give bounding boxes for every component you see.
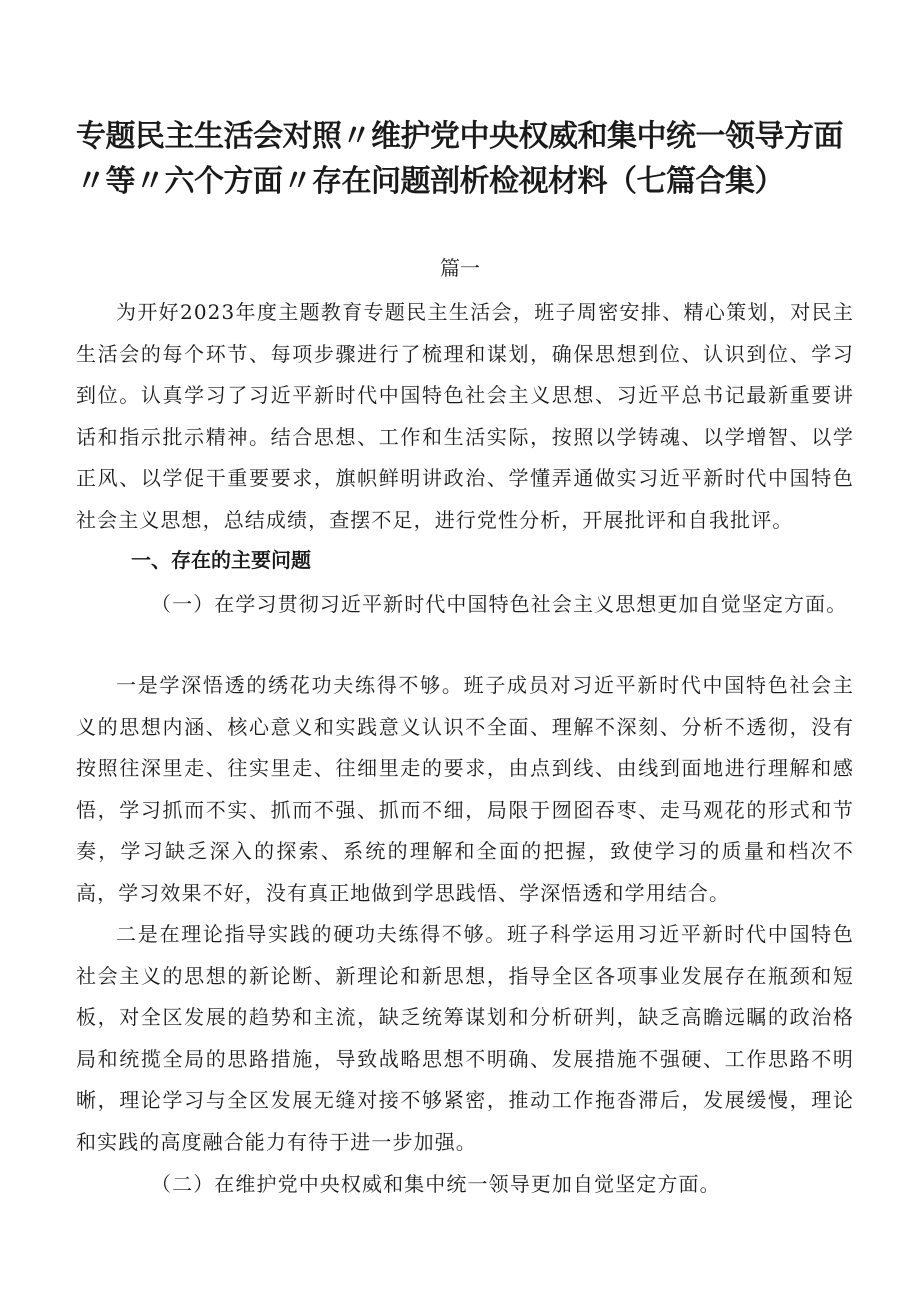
intro-paragraph: 为开好2023年度主题教育专题民主生活会，班子周密安排、精心策划，对民主生活会的每个环节、每项步骤进行了梳理和谋划，确保思想到位、认识到位、学习到位。认真学习了习近平新时代中国特色社会主义思想、习近平总书记最新重要讲话和指示批示精神。结合思想、工作和生活实际，按照以学铸魂、以学增智、以学正风、以学促干重要要求，旗帜鲜明讲政治、学懂弄通做实习近平新时代中国特色社会主义思想，总结成绩，查摆不足，进行党性分析，开展批评和自我批评。 [76,300,854,532]
part-label: 篇一 [440,256,480,280]
section-heading-main-problems: 一、存在的主要问题 [131,548,311,572]
subheading-1: （一）在学习贯彻习近平新时代中国特色社会主义思想更加自觉坚定方面。 [151,592,848,616]
problem-paragraph-1: 一是学深悟透的绣花功夫练得不够。班子成员对习近平新时代中国特色社会主义的思想内涵、核心意义和实践意义认识不全面、理解不深刻、分析不透彻，没有按照往深里走、往实里走、往细里走的要求，由点到线、由线到面地进行理解和感悟，学习抓而不实、抓而不强、抓而不细，局限于囫囵吞枣、走马观花的形式和节奏，学习缺乏深入的探索、系统的理解和全面的把握，致使学习的质量和档次不高，学习效果不好，没有真正地做到学思践悟、学深悟透和学用结合。 [76,673,854,905]
problem-paragraph-2: 二是在理论指导实践的硬功夫练得不够。班子科学运用习近平新时代中国特色社会主义的思想的新论断、新理论和新思想，指导全区各项事业发展存在瓶颈和短板，对全区发展的趋势和主流，缺乏统筹谋划和分析研判，缺乏高瞻远瞩的政治格局和统揽全局的思路措施，导致战略思想不明确、发展措施不强硬、工作思路不明晰，理论学习与全区发展无缝对接不够紧密，推动工作拖沓滞后，发展缓慢，理论和实践的高度融合能力有待于进一步加强。 [76,922,854,1154]
document-title: 专题民主生活会对照〃维护党中央权威和集中统一领导方面〃等〃六个方面〃存在问题剖析检视材料（七篇合集） [76,119,843,199]
subheading-2: （二）在维护党中央权威和集中统一领导更加自觉坚定方面。 [151,1172,721,1196]
